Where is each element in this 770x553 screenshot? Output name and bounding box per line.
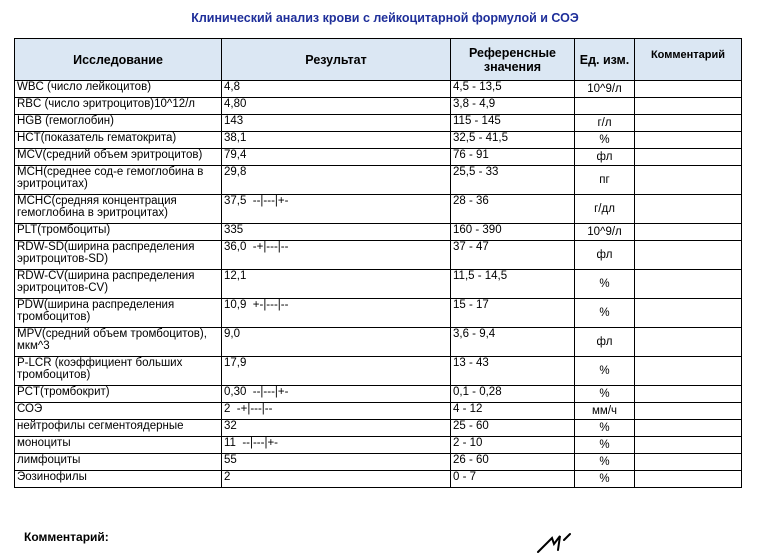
table-row: [15, 270, 742, 299]
test-cell: MPV(средний объем тромбоцитов), мкм^3: [15, 328, 222, 357]
reference-cell: 0 - 7: [451, 471, 575, 488]
reference-cell: 28 - 36: [451, 195, 575, 224]
unit-cell: %: [575, 437, 635, 454]
table-row: [15, 471, 742, 488]
unit-cell: %: [575, 454, 635, 471]
result-cell: 335: [222, 224, 451, 241]
result-cell: 2 -+|---|--: [222, 403, 451, 420]
unit-cell: %: [575, 132, 635, 149]
test-cell: WBC (число лейкоцитов): [15, 81, 222, 98]
comment-cell: [635, 115, 742, 132]
reference-cell: 15 - 17: [451, 299, 575, 328]
unit-cell: [575, 98, 635, 115]
results-body: [15, 81, 742, 488]
table-row: [15, 149, 742, 166]
comment-cell: [635, 241, 742, 270]
test-cell: MCHC(средняя концентрация гемоглобина в эритроцитах): [15, 195, 222, 224]
test-cell: нейтрофилы сегментоядерные: [15, 420, 222, 437]
result-cell: 38,1: [222, 132, 451, 149]
result-cell: 79,4: [222, 149, 451, 166]
table-row: [15, 132, 742, 149]
test-cell: Эозинофилы: [15, 471, 222, 488]
comment-cell: [635, 328, 742, 357]
result-cell: 17,9: [222, 357, 451, 386]
table-row: [15, 420, 742, 437]
test-cell: RDW-CV(ширина распределения эритроцитов-CV): [15, 270, 222, 299]
comment-cell: [635, 81, 742, 98]
unit-cell: пг: [575, 166, 635, 195]
unit-cell: мм/ч: [575, 403, 635, 420]
test-cell: PCT(тромбокрит): [15, 386, 222, 403]
table-row: [15, 115, 742, 132]
unit-cell: г/дл: [575, 195, 635, 224]
header-reference: Референсные значения: [451, 39, 575, 81]
reference-cell: 37 - 47: [451, 241, 575, 270]
unit-cell: %: [575, 386, 635, 403]
page-title: Клинический анализ крови с лейкоцитарной формулой и СОЭ: [191, 11, 579, 25]
test-cell: лимфоциты: [15, 454, 222, 471]
comment-cell: [635, 357, 742, 386]
results-table: [14, 38, 742, 488]
test-cell: MCH(среднее сод-е гемоглобина в эритроцитах): [15, 166, 222, 195]
result-cell: 9,0: [222, 328, 451, 357]
result-cell: 32: [222, 420, 451, 437]
comment-cell: [635, 270, 742, 299]
test-cell: HGB (гемоглобин): [15, 115, 222, 132]
table-row: [15, 328, 742, 357]
test-cell: СОЭ: [15, 403, 222, 420]
table-row: [15, 241, 742, 270]
comment-cell: [635, 132, 742, 149]
unit-cell: %: [575, 299, 635, 328]
table-row: [15, 386, 742, 403]
comment-cell: [635, 386, 742, 403]
comment-cell: [635, 471, 742, 488]
reference-cell: 13 - 43: [451, 357, 575, 386]
reference-cell: 76 - 91: [451, 149, 575, 166]
test-cell: PDW(ширина распределения тромбоцитов): [15, 299, 222, 328]
table-row: [15, 437, 742, 454]
result-cell: 55: [222, 454, 451, 471]
reference-cell: 11,5 - 14,5: [451, 270, 575, 299]
result-cell: 4,80: [222, 98, 451, 115]
table-row: [15, 299, 742, 328]
comment-cell: [635, 166, 742, 195]
result-cell: 10,9 +-|---|--: [222, 299, 451, 328]
header-comment: Комментарий: [635, 39, 742, 81]
header-test: Исследование: [15, 39, 222, 81]
reference-cell: 25,5 - 33: [451, 166, 575, 195]
test-cell: RDW-SD(ширина распределения эритроцитов-SD): [15, 241, 222, 270]
reference-cell: 160 - 390: [451, 224, 575, 241]
table-row: [15, 195, 742, 224]
comment-cell: [635, 437, 742, 454]
reference-cell: 26 - 60: [451, 454, 575, 471]
unit-cell: фл: [575, 149, 635, 166]
reference-cell: 25 - 60: [451, 420, 575, 437]
table-row: [15, 81, 742, 98]
result-cell: 29,8: [222, 166, 451, 195]
test-cell: моноциты: [15, 437, 222, 454]
comment-cell: [635, 299, 742, 328]
comment-label: Комментарий:: [24, 530, 109, 544]
test-cell: HCT(показатель гематокрита): [15, 132, 222, 149]
result-cell: 143: [222, 115, 451, 132]
unit-cell: фл: [575, 328, 635, 357]
test-cell: PLT(тромбоциты): [15, 224, 222, 241]
unit-cell: %: [575, 270, 635, 299]
comment-cell: [635, 195, 742, 224]
header-row: [15, 39, 742, 81]
table-row: [15, 98, 742, 115]
header-result: Результат: [222, 39, 451, 81]
comment-cell: [635, 454, 742, 471]
reference-cell: 4,5 - 13,5: [451, 81, 575, 98]
result-cell: 36,0 -+|---|--: [222, 241, 451, 270]
signature-mark: [530, 530, 590, 553]
result-cell: 2: [222, 471, 451, 488]
unit-cell: г/л: [575, 115, 635, 132]
result-cell: 12,1: [222, 270, 451, 299]
reference-cell: 32,5 - 41,5: [451, 132, 575, 149]
unit-cell: %: [575, 420, 635, 437]
comment-cell: [635, 224, 742, 241]
table-row: [15, 454, 742, 471]
unit-cell: %: [575, 471, 635, 488]
comment-cell: [635, 403, 742, 420]
result-cell: 0,30 --|---|+-: [222, 386, 451, 403]
reference-cell: 4 - 12: [451, 403, 575, 420]
unit-cell: 10^9/л: [575, 81, 635, 98]
table-row: [15, 166, 742, 195]
test-cell: RBC (число эритроцитов)10^12/л: [15, 98, 222, 115]
result-cell: 37,5 --|---|+-: [222, 195, 451, 224]
result-cell: 11 --|---|+-: [222, 437, 451, 454]
test-cell: MCV(средний объем эритроцитов): [15, 149, 222, 166]
unit-cell: %: [575, 357, 635, 386]
table-row: [15, 403, 742, 420]
table-row: [15, 357, 742, 386]
reference-cell: 2 - 10: [451, 437, 575, 454]
unit-cell: 10^9/л: [575, 224, 635, 241]
comment-cell: [635, 149, 742, 166]
header-unit: Ед. изм.: [575, 39, 635, 81]
comment-cell: [635, 98, 742, 115]
table-row: [15, 224, 742, 241]
reference-cell: 0,1 - 0,28: [451, 386, 575, 403]
reference-cell: 3,6 - 9,4: [451, 328, 575, 357]
result-cell: 4,8: [222, 81, 451, 98]
test-cell: P-LCR (коэффициент больших тромбоцитов): [15, 357, 222, 386]
reference-cell: 3,8 - 4,9: [451, 98, 575, 115]
unit-cell: фл: [575, 241, 635, 270]
reference-cell: 115 - 145: [451, 115, 575, 132]
comment-cell: [635, 420, 742, 437]
